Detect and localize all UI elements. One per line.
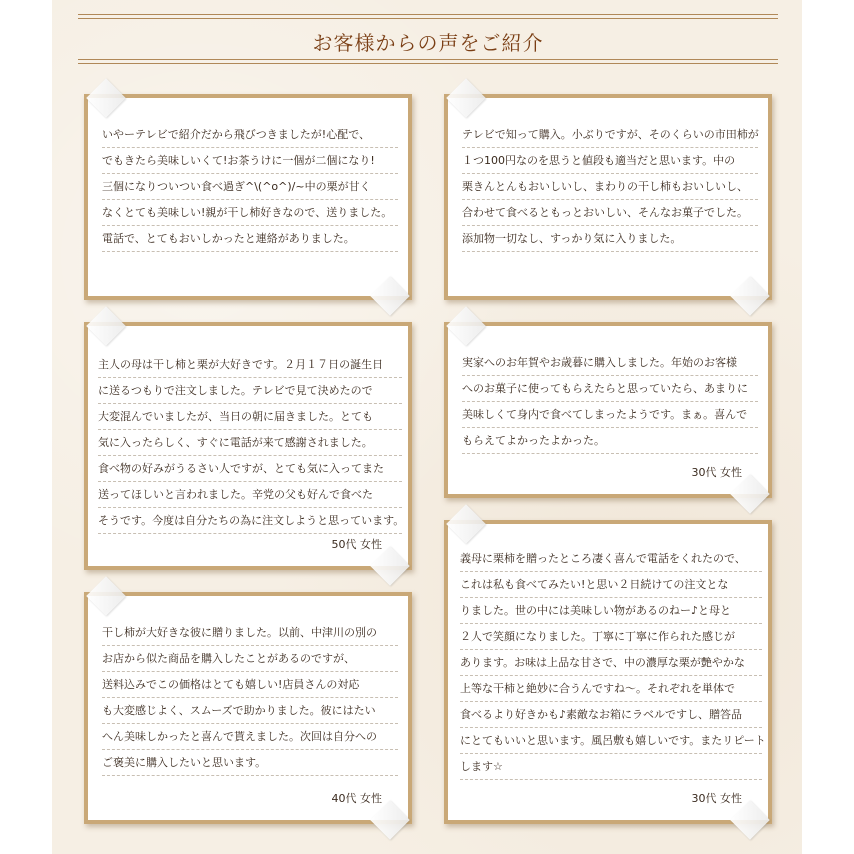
review-line: 食べ物の好みがうるさい人ですが、とても気に入ってまた bbox=[98, 456, 402, 482]
review-line: １つ100円なのを思うと値段も適当だと思います。中の bbox=[462, 148, 758, 174]
review-line: 添加物一切なし、すっかり気に入りました。 bbox=[462, 226, 758, 252]
review-line: 気に入ったらしく、すぐに電話が来て感謝されました。 bbox=[98, 430, 402, 456]
review-line: 電話で、とてもおいしかったと連絡がありました。 bbox=[102, 226, 398, 252]
review-line: 合わせて食べるともっとおいしい、そんなお菓子でした。 bbox=[462, 200, 758, 226]
review-line: あります。お味は上品な甘さで、中の濃厚な栗が艶やかな bbox=[460, 650, 762, 676]
review-line: 上等な干柿と絶妙に合うんですね～。それぞれを単体で bbox=[460, 676, 762, 702]
review-card bbox=[444, 94, 772, 300]
review-text bbox=[98, 352, 405, 534]
review-line: テレビで知って購入。小ぶりですが、そのくらいの市田柿が bbox=[462, 122, 758, 148]
review-line: りました。世の中には美味しい物があるのねー♪と母と bbox=[460, 598, 762, 624]
page-title: お客様からの声をご紹介 bbox=[312, 31, 544, 55]
review-line: 送料込みでこの価格はとても嬉しい!店員さんの対応 bbox=[102, 672, 398, 698]
review-line: なくとても美味しい!親が干し柿好きなので、送りました。 bbox=[102, 200, 398, 226]
review-card bbox=[444, 322, 772, 498]
review-line: いやーテレビで紹介だから飛びつきましたが!心配で、 bbox=[102, 122, 398, 148]
review-card bbox=[84, 592, 412, 824]
review-line: も大変感じよく、スムーズで助かりました。彼にはたい bbox=[102, 698, 398, 724]
review-line: 義母に栗柿を贈ったところ凄く喜んで電話をくれたので、 bbox=[460, 546, 762, 572]
review-line: 主人の母は干し柿と栗が大好きです。２月１７日の誕生日 bbox=[98, 352, 402, 378]
review-line: 実家へのお年賀やお歳暮に購入しました。年始のお客様 bbox=[462, 350, 758, 376]
review-line: そうです。今度は自分たちの為に注文しようと思っています。 bbox=[98, 508, 402, 534]
review-text bbox=[462, 122, 758, 252]
review-card bbox=[84, 322, 412, 570]
review-line: に送るつもりで注文しました。テレビで見て決めたので bbox=[98, 378, 402, 404]
review-line: 美味しくて身内で食べてしまったようです。まぁ。喜んで bbox=[462, 402, 758, 428]
review-text bbox=[102, 122, 398, 252]
review-line: 三個になりついつい食べ過ぎ^\(^o^)/~中の栗が甘く bbox=[102, 174, 398, 200]
review-line: これは私も食べてみたい!と思い２日続けての注文とな bbox=[460, 572, 762, 598]
review-line: へん美味しかったと喜んで貰えました。次回は自分への bbox=[102, 724, 398, 750]
review-line: にとてもいいと思います。風呂敷も嬉しいです。またリピート bbox=[460, 728, 762, 754]
review-signature: 40代 女性 bbox=[331, 792, 382, 805]
review-line: でもきたら美味しいくて!お茶うけに一個が二個になり! bbox=[102, 148, 398, 174]
review-line: もらえてよかったよかった。 bbox=[462, 428, 758, 454]
review-signature: 30代 女性 bbox=[691, 466, 742, 479]
review-card bbox=[84, 94, 412, 300]
review-line: ご褒美に購入したいと思います。 bbox=[102, 750, 398, 776]
title-banner bbox=[78, 14, 778, 64]
review-line: へのお菓子に使ってもらえたらと思っていたら、あまりに bbox=[462, 376, 758, 402]
review-line: 栗きんとんもおいしいし、まわりの干し柿もおいしいし、 bbox=[462, 174, 758, 200]
review-signature: 30代 女性 bbox=[691, 792, 742, 805]
review-line: お店から似た商品を購入したことがあるのですが、 bbox=[102, 646, 398, 672]
review-line: 送ってほしいと言われました。辛党の父も好んで食べた bbox=[98, 482, 402, 508]
review-text bbox=[102, 620, 398, 776]
review-text bbox=[460, 546, 766, 780]
review-line: します☆ bbox=[460, 754, 762, 780]
review-line: 大変混んでいましたが、当日の朝に届きました。とても bbox=[98, 404, 402, 430]
review-signature: 50代 女性 bbox=[331, 538, 382, 551]
review-card bbox=[444, 520, 772, 824]
review-line: ２人で笑顔になりました。丁寧に丁寧に作られた感じが bbox=[460, 624, 762, 650]
review-line: 干し柿が大好きな彼に贈りました。以前、中津川の別の bbox=[102, 620, 398, 646]
review-line: 食べるより好きかも♪素敵なお箱にラベルですし、贈答品 bbox=[460, 702, 762, 728]
review-text bbox=[462, 350, 758, 454]
